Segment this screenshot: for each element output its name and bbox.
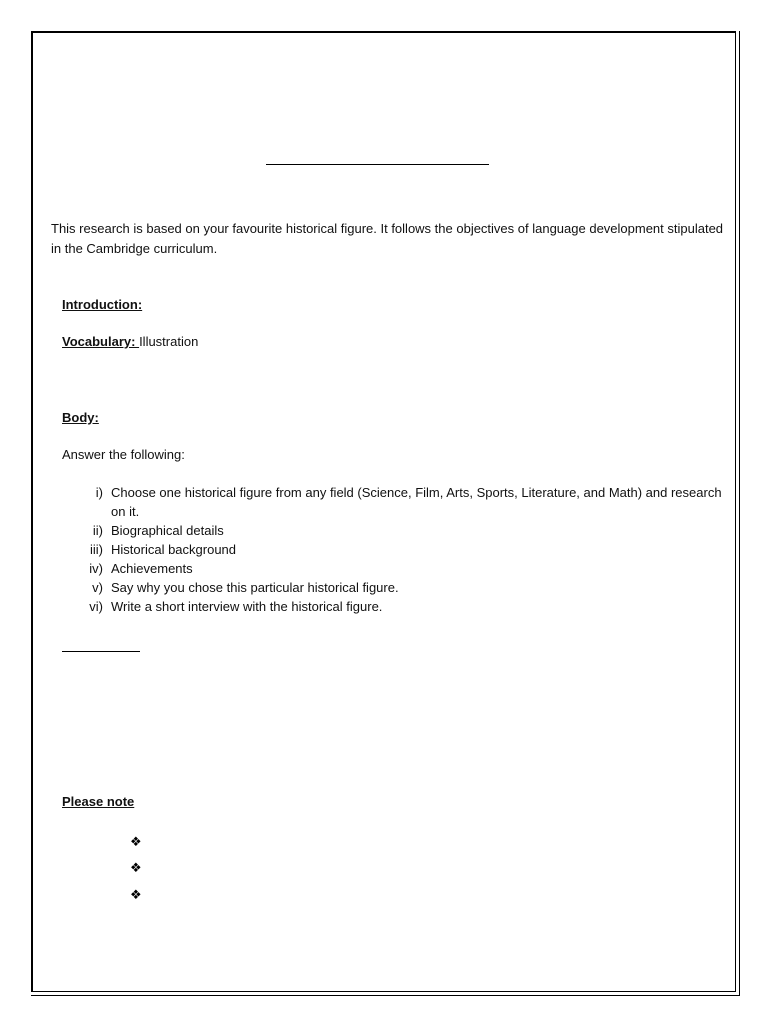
introduction-heading: Introduction:: [62, 297, 143, 312]
intro-paragraph: This research is based on your favourite historical figure. It follows the objectives of language development stipulated in the Cambridge curriculum.: [51, 221, 724, 256]
diamond-bullet-icon: ❖: [130, 860, 142, 875]
section-blank-line: [62, 651, 140, 652]
task-text: Say why you chose this particular historical figure.: [111, 580, 399, 595]
task-number: iv): [89, 561, 103, 576]
task-item: [62, 597, 722, 616]
task-number: v): [92, 580, 103, 595]
task-text: Biographical details: [111, 523, 224, 538]
task-text: Choose one historical figure from any field (Science, Film, Arts, Sports, Literature, and Math) and research on it.: [111, 485, 722, 519]
answer-prompt: Answer the following:: [62, 447, 185, 462]
task-text: Write a short interview with the historical figure.: [111, 599, 383, 614]
task-number: vi): [89, 599, 103, 614]
task-item: [62, 559, 722, 578]
diamond-bullet-icon: ❖: [130, 834, 142, 849]
diamond-bullet-icon: ❖: [130, 887, 142, 902]
task-item: [62, 578, 722, 597]
task-item: [62, 521, 722, 540]
task-number: ii): [92, 523, 103, 538]
vocabulary-row: [62, 333, 198, 351]
please-note-heading: Please note: [62, 794, 135, 809]
task-text: Historical background: [111, 542, 237, 557]
body-heading: Body:: [62, 410, 99, 425]
task-item: [62, 483, 722, 521]
task-number: i): [95, 485, 103, 500]
task-text: Achievements: [111, 561, 193, 576]
vocabulary-value: Illustration: [139, 334, 199, 349]
task-list: [62, 483, 722, 616]
task-number: iii): [90, 542, 103, 557]
title-blank-line: [266, 164, 489, 165]
task-item: [62, 540, 722, 559]
vocabulary-label: Vocabulary:: [62, 334, 140, 349]
